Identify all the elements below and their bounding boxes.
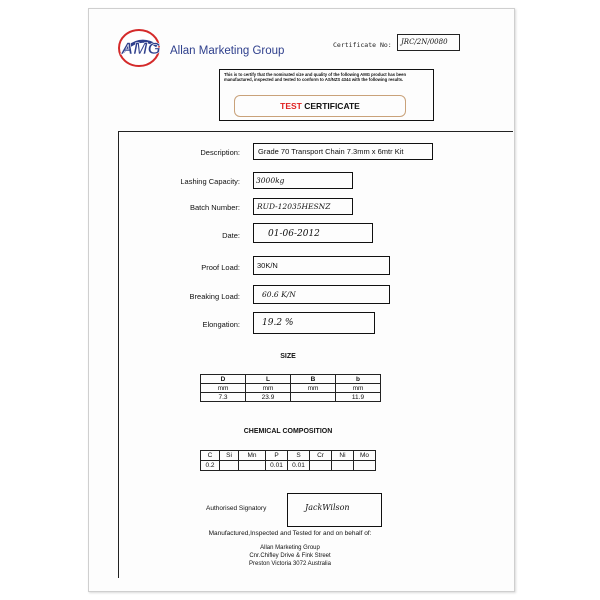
- divider-vertical: [118, 131, 119, 578]
- size-table: [200, 374, 381, 402]
- chemical-header-cell: P: [266, 451, 288, 461]
- footer-address-line3: Preston Victoria 3072 Australia: [249, 561, 331, 567]
- chemical-table: [200, 450, 376, 471]
- footer-statement: Manufactured,Inspected and Tested for and on behalf of:: [208, 530, 372, 537]
- size-value-cell: 23.9: [246, 393, 291, 402]
- chemical-value-cell: [310, 461, 332, 471]
- breaking-load-label: Breaking Load:: [189, 292, 240, 301]
- size-header-cell: L: [246, 375, 291, 384]
- size-unit-cell: mm: [336, 384, 381, 393]
- breaking-load-value: 60.6 K/N: [262, 290, 296, 299]
- date-value: 01-06-2012: [268, 229, 320, 239]
- chemical-value-cell: [220, 461, 239, 471]
- date-label: Date:: [222, 231, 240, 240]
- batch-number-label: Batch Number:: [189, 203, 240, 212]
- description-label: Description:: [200, 148, 240, 157]
- signature: JackWilson: [305, 503, 350, 512]
- title-test-word: TEST: [280, 101, 302, 111]
- company-name: Allan Marketing Group: [170, 45, 285, 57]
- footer-address-line1: Allan Marketing Group: [260, 545, 320, 551]
- chemical-value-cell: 0.01: [266, 461, 288, 471]
- size-header-cell: D: [201, 375, 246, 384]
- certificate-number-value: JRC/2N/0080: [397, 34, 460, 51]
- chemical-value-cell: 0.01: [288, 461, 310, 471]
- size-values-row: [201, 393, 381, 402]
- size-header-row: [201, 375, 381, 384]
- chemical-title: CHEMICAL COMPOSITION: [243, 428, 333, 435]
- size-unit-cell: mm: [291, 384, 336, 393]
- svg-text:AMG: AMG: [121, 39, 161, 58]
- certify-statement: This is to certify that the nominated size and quality of the following AMG product has been manufactured, inspected and tested to conform to AS/NZS 4344 with the following results.: [224, 72, 407, 83]
- chemical-header-cell: Si: [220, 451, 239, 461]
- size-value-cell: 11.9: [336, 393, 381, 402]
- chemical-header-cell: C: [201, 451, 220, 461]
- description-value: Grade 70 Transport Chain 7.3mm x 6mtr Kit: [258, 147, 404, 156]
- chemical-header-cell: S: [288, 451, 310, 461]
- size-header-cell: b: [336, 375, 381, 384]
- size-unit-cell: mm: [201, 384, 246, 393]
- elongation-label: Elongation:: [202, 320, 240, 329]
- size-value-cell: 7.3: [201, 393, 246, 402]
- chemical-header-cell: Mo: [354, 451, 376, 461]
- certificate-number-label: Certificate No:: [333, 41, 392, 49]
- chemical-value-cell: [332, 461, 354, 471]
- footer-address-line2: Cnr.Chifley Drive & Fink Street: [249, 553, 331, 559]
- batch-number-value: RUD-12035HESNZ: [257, 202, 331, 211]
- title-rest: CERTIFICATE: [301, 101, 360, 111]
- divider-horizontal: [118, 131, 513, 132]
- size-title: SIZE: [280, 353, 296, 360]
- elongation-value: 19.2 %: [262, 318, 294, 328]
- chemical-value-cell: [239, 461, 266, 471]
- chemical-header-row: [201, 451, 376, 461]
- amg-logo: [117, 28, 175, 68]
- size-header-cell: B: [291, 375, 336, 384]
- signatory-label: Authorised Signatory: [206, 505, 267, 512]
- proof-load-value: 30K/N: [257, 261, 278, 270]
- chemical-header-cell: Ni: [332, 451, 354, 461]
- lashing-capacity-value: 3000kg: [256, 176, 285, 185]
- proof-load-label: Proof Load:: [201, 263, 240, 272]
- certificate-title: [234, 95, 406, 117]
- chemical-header-cell: Cr: [310, 451, 332, 461]
- lashing-capacity-label: Lashing Capacity:: [180, 177, 240, 186]
- chemical-value-cell: [354, 461, 376, 471]
- size-units-row: [201, 384, 381, 393]
- chemical-header-cell: Mn: [239, 451, 266, 461]
- chemical-value-cell: 0.2: [201, 461, 220, 471]
- size-value-cell: [291, 393, 336, 402]
- size-unit-cell: mm: [246, 384, 291, 393]
- chemical-values-row: [201, 461, 376, 471]
